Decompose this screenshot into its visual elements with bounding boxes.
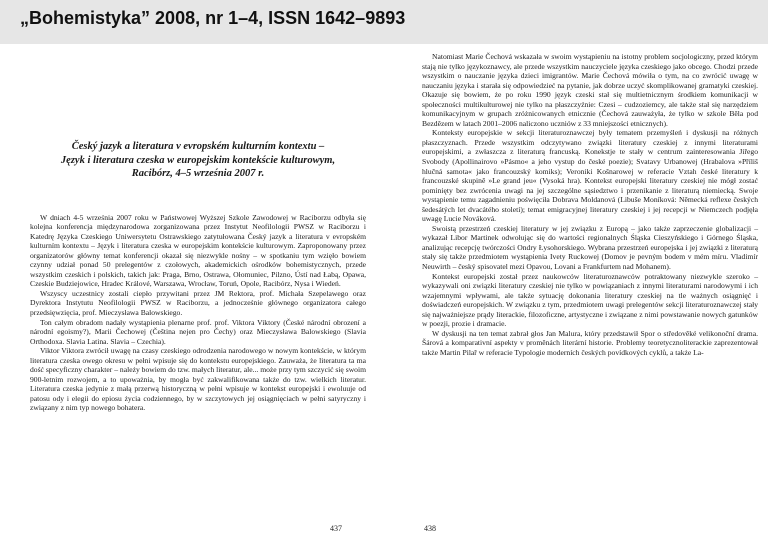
paragraph: W dniach 4-5 września 2007 roku w Państwowej Wyższej Szkole Zawodowej w Raciborzu odbyła się kolejna konferencja międzynarodowa zorganizowana przez Instytut Neofilologii PWSZ w Raciborzu i Katedrę Języka Czeskiego Uniwersytetu Ostrawskiego zatytułowana Český jazyk a literatura v evropském kulturním kontextu – Język i literatura czeska w europejskim kontekście kulturowym. Zaproponowany przez organizatorów główny temat konferencji okazał się niezwykle nośny – w spotkaniu tym wzięło bowiem czynny udział ponad 50 prelegentów z czołowych, akademickich ośrodków bohemistycznych, przede wszystkim czeskich i polskich, takich jak: Praga, Brno, Ostrawa, Ołomuniec, Pilzno, Ústí nad Łabą, Opawa, Czeskie Budziejowice, Hradec Králové, Warszawa, Wrocław, Toruń, Opole, Racibórz, Nysa i Wiedeń. <box>30 212 366 289</box>
page-number-left: 437 <box>330 524 342 533</box>
paragraph: Konteksty europejskie w sekcji literaturoznawczej były tematem przemyśleń i dyskusji na różnych płaszczyznach. Przede wszystkim odczytywano związki literatury czeskiej z innymi literaturami europejskimi, a zwłaszcza z literaturą francuską. Konekstje te stały w centrum zainteresowania Jiřego Svobody (Apollinairovo »Pásmo« a jeho vystup do české poezie); Svatavy Urbanowej (Hrabalova »Příliš hlučná samota« jako francouzský komiks); Veroniki Košnarowej w referacie Vztah české literatury k francouzské skupině »Le grand jeu« (Vysoká hra). Kontekst europejski literatury czeskiej nie mógł zostać pominięty bez zwrócenia uwagi na jej szczególne sąsiedztwo i przenikanie z literaturą niemiecką. Swoje wystąpienie temu zagadnieniu poświęciła Dobrava Moldanová (Libuše Moníková: Německá reflexe českých šedesátých let dvacátého století); temat emigracyjnej literatury czeskiej i jej recepcji w Niemczech podjęła uwagę Lucie Nováková. <box>422 128 758 224</box>
paragraph: Wszyscy uczestnicy zostali ciepło przywitani przez JM Rektora, prof. Michała Szepelawego oraz Dyrektora Instytutu Neofilologii PWSZ w Raciborzu, a jednocześnie głównego organizatora całego przedsięwzięcia, prof. Mieczysława Balowskiego. <box>30 288 366 317</box>
journal-header-title: „Bohemistyka” 2008, nr 1–4, ISSN 1642–9893 <box>20 8 406 28</box>
paragraph: W dyskusji na ten temat zabrał głos Jan Malura, który przedstawił Spor o středověké velikonoční drama. Šárová a komparativní aspekty v proměnách literární historie. Problemy teoretycznoliterackie zaprezentował także Martin Pilař w referacie Typologie moderních českých povídkových cyklů, a także La- <box>422 328 758 357</box>
left-page <box>30 52 366 413</box>
right-page <box>422 52 758 358</box>
paragraph: Viktor Viktora zwrócił uwagę na czasy czeskiego odrodzenia narodowego w nowym kontekście, w którym literatura czeska owego okresu w pełni wpisuje się do kontekstu europejskiego. Zauważa, że literatura ta ma dość specyficzny charakter – należy bowiem do tzw. małych literatur, ale... może przy tym szczycić się swoim 900-letnim rozwojem, a to upoważnia, by mogła być zakwalifikowana także do tzw. wielkich literatur. Literatura czeska jedynie z małą przerwą historyczną w pełni wpisuje w kontekst europejski i ewoluuje od patosu ody i elegii do epiosu życia codziennego, by w szczytowych jej osiągnięciach w pełni satyryczny i związany z nim typ nowego bohatera. <box>30 346 366 413</box>
article-title <box>30 140 366 181</box>
article-title-czech: Český jazyk a literatura v evropském kulturním kontextu – <box>71 141 325 152</box>
header-bar <box>0 0 768 44</box>
right-page-body <box>422 52 758 358</box>
paragraph: Natomiast Marie Čechová wskazała w swoim wystąpieniu na istotny problem socjologiczny, przed którym stają nie tylko językoznawcy, ale przede wszystkim nauczyciele języka czeskiego jako obcego. Chodzi przede wszystkim o nauczanie języka dzieci imigrantów. Marie Čechová mówiła o tym, na co zwrócić uwagę w nauczaniu języka i starała się odpowiedzieć na pytanie, jak dobrze uczyć skomplikowanej gramatyki czeskiej. Okazuje się bowiem, że po roku 1990 język czeski stał się multietnicznym środkiem komunikacji w społeczności multikulturowej nie tylko na płaszczyźnie: Czesi – cudzoziemcy, ale także stał się narzędziem komunikacyjnym w grupach zróżnicowanych etnicznie (Čechová zauważyła, że tylko w szkole Běla pod Bezdězem w latach 2001–2006 naliczono uczniów z 33 mniejszości etnicznych). <box>422 52 758 128</box>
article-title-venue: Racibórz, 4–5 września 2007 r. <box>131 168 265 179</box>
page-number-right: 438 <box>424 524 436 533</box>
paragraph: Ton całym obradom nadały wystąpienia plenarne prof. prof. Viktora Viktory (České národní obrození a národní egoismy?), Marii Čechowej (Čeština nejen pro Čechy) oraz Mieczysława Balowskiego (Slavia Orthodoxa. Slavia Latina. Slavia – Czechia). <box>30 317 366 346</box>
article-title-polish: Język i literatura czeska w europejskim kontekście kulturowym, <box>60 154 336 166</box>
paragraph: Swoistą przestrzeń czeskiej literatury w jej związku z Europą – jako także zaprzeczenie globalizacji – wykazał Libor Martinek odwołując się do wartości regionalnych Śląska Cieszyńskiego i Górnego Śląska, analizując recepcję twórczości Ondry Łysohorskiego. Wybrana przestrzeń europejska i jej związki z literaturą stały się także przedmiotem wystąpienia Ivety Ruckowej (Domov je pevným bodem v mém míru. Vladimír Neuwirth – český spisovatel mezi Opavou, Lovani a Frankfurtem nad Mohanem). <box>422 223 758 272</box>
paragraph: Kontekst europejski został przez naukowców literaturoznawców potraktowany niezwykle szeroko – wykazywali oni związki literatury czeskiej nie tylko w powiązaniach z innymi literaturami narodowymi i ich wzajemnymi wpływami, ale także sytuację dokonania literatury czeskiej na tle ważnych osiągnięć i doświadczeń europejskich. W związku z tym, przedmiotem uwagi prelegentów sekcji literaturoznawczej stały się najważniejsze prądy literackie, filozoficzne, artystyczne i związane z nimi powstawanie nowych gatunków w poezji, prozie i dramacie. <box>422 271 758 329</box>
left-page-body <box>30 213 366 413</box>
